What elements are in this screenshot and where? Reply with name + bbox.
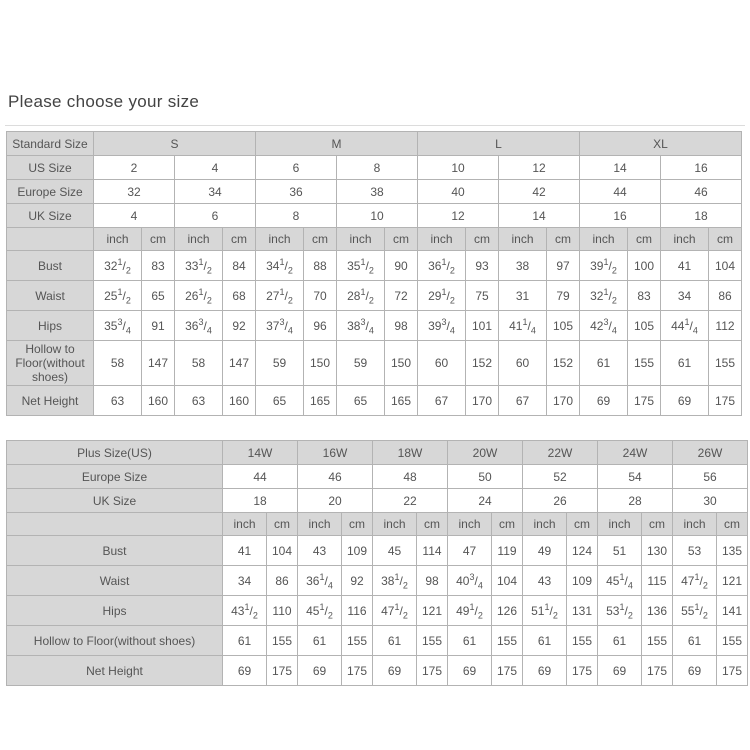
unit-header-cell: cm [466,228,499,251]
measure-value-cell: 90 [385,251,418,281]
measure-value-cell: 105 [547,311,580,341]
measure-value-cell: 150 [385,341,418,386]
measure-value-cell: 69 [373,656,417,686]
measure-value-cell: $53^1/_2$ [598,596,642,626]
measure-value-cell: 49 [523,536,567,566]
measure-value-cell: $38^1/_2$ [373,566,417,596]
measure-value-cell: 155 [267,626,298,656]
unit-header-cell: cm [385,228,418,251]
measure-value-cell: 60 [499,341,547,386]
measure-value-cell: 98 [417,566,448,596]
measure-value-cell: $25^1/_2$ [94,281,142,311]
measurement-row [7,281,742,311]
measure-value-cell: 69 [661,386,709,416]
row-label-cell: Net Height [7,386,94,416]
measure-value-cell: 83 [142,251,175,281]
measure-value-cell: 104 [492,566,523,596]
measure-value-cell: 84 [223,251,256,281]
unit-header-cell: cm [642,513,673,536]
measurement-row [7,656,748,686]
measure-value-cell: 59 [256,341,304,386]
measure-value-cell: 61 [223,626,267,656]
measure-value-cell: $34^1/_2$ [256,251,304,281]
measure-value-cell: 67 [418,386,466,416]
size-value-cell: 42 [499,180,580,204]
size-row [7,204,742,228]
measure-value-cell: 61 [580,341,628,386]
measure-value-cell: 136 [642,596,673,626]
size-value-cell: 44 [580,180,661,204]
unit-header-cell: cm [304,228,337,251]
size-header-cell: 18W [373,441,448,465]
row-label-cell: Bust [7,536,223,566]
measurement-row [7,386,742,416]
measure-value-cell: 91 [142,311,175,341]
measure-value-cell: $49^1/_2$ [448,596,492,626]
measure-value-cell: $32^1/_2$ [580,281,628,311]
size-row [7,465,748,489]
measure-value-cell: 100 [628,251,661,281]
size-header-cell: 22W [523,441,598,465]
size-value-cell: 12 [418,204,499,228]
row-label-cell: Europe Size [7,180,94,204]
measure-value-cell: 51 [598,536,642,566]
size-value-cell: 32 [94,180,175,204]
size-value-cell: 48 [373,465,448,489]
measure-value-cell: $33^1/_2$ [175,251,223,281]
row-label-cell: UK Size [7,489,223,513]
size-value-cell: 56 [673,465,748,489]
measure-value-cell: 97 [547,251,580,281]
measure-value-cell: $41^1/_4$ [499,311,547,341]
unit-header-cell: cm [342,513,373,536]
measure-value-cell: 58 [94,341,142,386]
measure-value-cell: 175 [417,656,448,686]
measure-value-cell: $35^1/_2$ [337,251,385,281]
row-label-cell: Net Height [7,656,223,686]
page-title: Please choose your size [8,92,200,111]
measure-value-cell: 69 [298,656,342,686]
size-value-cell: 36 [256,180,337,204]
size-value-cell: 8 [337,156,418,180]
measure-value-cell: 135 [717,536,748,566]
measure-value-cell: $45^1/_4$ [598,566,642,596]
size-value-cell: 26 [523,489,598,513]
size-header-cell: XL [580,132,742,156]
measure-value-cell: 70 [304,281,337,311]
unit-header-cell: inch [673,513,717,536]
size-value-cell: 24 [448,489,523,513]
measure-value-cell: 65 [142,281,175,311]
measure-value-cell: 175 [342,656,373,686]
measure-value-cell: $40^3/_4$ [448,566,492,596]
measure-value-cell: 126 [492,596,523,626]
measure-value-cell: 31 [499,281,547,311]
size-group-header-row [7,132,742,156]
size-value-cell: 6 [175,204,256,228]
measure-value-cell: 155 [717,626,748,656]
measure-value-cell: 61 [298,626,342,656]
unit-header-cell: inch [373,513,417,536]
measure-value-cell: 165 [385,386,418,416]
size-header-cell: M [256,132,418,156]
unit-header-cell: inch [448,513,492,536]
measure-value-cell: 152 [547,341,580,386]
measure-value-cell: 112 [709,311,742,341]
size-value-cell: 22 [373,489,448,513]
measure-value-cell: 63 [175,386,223,416]
measure-value-cell: 170 [547,386,580,416]
measure-value-cell: 104 [709,251,742,281]
row-label-cell: Hollow to Floor(without shoes) [7,341,94,386]
row-label-cell: Waist [7,566,223,596]
measurement-row [7,566,748,596]
measurement-row [7,626,748,656]
measurement-row [7,251,742,281]
measure-value-cell: 88 [304,251,337,281]
measure-value-cell: 115 [642,566,673,596]
unit-header-cell: inch [175,228,223,251]
unit-header-cell: cm [223,228,256,251]
measure-value-cell: 47 [448,536,492,566]
unit-header-cell: cm [628,228,661,251]
measure-value-cell: 59 [337,341,385,386]
measure-value-cell: $38^3/_4$ [337,311,385,341]
measure-value-cell: $55^1/_2$ [673,596,717,626]
measure-value-cell: 43 [523,566,567,596]
measure-value-cell: 175 [642,656,673,686]
measurement-row [7,311,742,341]
measure-value-cell: 109 [342,536,373,566]
size-header-cell: S [94,132,256,156]
size-header-cell: 26W [673,441,748,465]
measure-value-cell: 175 [492,656,523,686]
size-header-cell: 16W [298,441,373,465]
measure-value-cell: 60 [418,341,466,386]
unit-header-cell: cm [709,228,742,251]
measure-value-cell: 175 [717,656,748,686]
standard-size-table [6,131,742,416]
measurement-row [7,341,742,386]
measure-value-cell: 45 [373,536,417,566]
size-value-cell: 46 [298,465,373,489]
measure-value-cell: $27^1/_2$ [256,281,304,311]
measure-value-cell: 69 [448,656,492,686]
unit-header-cell: cm [567,513,598,536]
measure-value-cell: 155 [567,626,598,656]
size-value-cell: 50 [448,465,523,489]
measure-value-cell: 116 [342,596,373,626]
unit-header-cell: inch [94,228,142,251]
unit-header-cell: inch [337,228,385,251]
unit-header-cell: inch [499,228,547,251]
row-label-cell: UK Size [7,204,94,228]
measure-value-cell: 61 [598,626,642,656]
size-value-cell: 10 [418,156,499,180]
measure-value-cell: 131 [567,596,598,626]
measure-value-cell: 83 [628,281,661,311]
measure-value-cell: 69 [580,386,628,416]
measure-value-cell: $39^3/_4$ [418,311,466,341]
measure-value-cell: 34 [223,566,267,596]
measure-value-cell: $51^1/_2$ [523,596,567,626]
size-header-cell: 20W [448,441,523,465]
measure-value-cell: 105 [628,311,661,341]
size-value-cell: 40 [418,180,499,204]
measure-value-cell: 147 [142,341,175,386]
size-value-cell: 14 [499,204,580,228]
size-group-header-row [7,441,748,465]
size-row [7,180,742,204]
title-divider [5,125,745,126]
measure-value-cell: $36^3/_4$ [175,311,223,341]
unit-header-cell: cm [142,228,175,251]
measure-value-cell: 121 [717,566,748,596]
row-label-cell [7,513,223,536]
size-value-cell: 4 [175,156,256,180]
unit-header-cell: inch [661,228,709,251]
size-header-cell: 14W [223,441,298,465]
measure-value-cell: 109 [567,566,598,596]
measure-value-cell: $32^1/_2$ [94,251,142,281]
measure-value-cell: 41 [661,251,709,281]
unit-header-cell: inch [598,513,642,536]
size-header-cell: L [418,132,580,156]
measure-value-cell: 155 [492,626,523,656]
measure-value-cell: 96 [304,311,337,341]
measure-value-cell: 69 [523,656,567,686]
measure-value-cell: $36^1/_2$ [418,251,466,281]
measure-value-cell: 69 [673,656,717,686]
size-value-cell: 8 [256,204,337,228]
row-label-cell: US Size [7,156,94,180]
unit-header-cell: inch [298,513,342,536]
measure-value-cell: 155 [642,626,673,656]
unit-header-cell: inch [523,513,567,536]
measure-value-cell: 152 [466,341,499,386]
unit-header-row [7,228,742,251]
measure-value-cell: 34 [661,281,709,311]
measure-value-cell: 67 [499,386,547,416]
size-value-cell: 2 [94,156,175,180]
measure-value-cell: $47^1/_2$ [373,596,417,626]
measure-value-cell: 160 [223,386,256,416]
size-value-cell: 28 [598,489,673,513]
row-label-cell: Hollow to Floor(without shoes) [7,626,223,656]
size-value-cell: 30 [673,489,748,513]
measure-value-cell: 86 [709,281,742,311]
row-label-cell: Bust [7,251,94,281]
measure-value-cell: 110 [267,596,298,626]
measure-value-cell: 155 [628,341,661,386]
measure-value-cell: $29^1/_2$ [418,281,466,311]
measure-value-cell: 98 [385,311,418,341]
row-label-cell: Waist [7,281,94,311]
size-value-cell: 16 [661,156,742,180]
measurement-row [7,536,748,566]
measure-value-cell: 86 [267,566,298,596]
measure-value-cell: 61 [661,341,709,386]
size-row [7,489,748,513]
measure-value-cell: 38 [499,251,547,281]
size-header-cell: 24W [598,441,673,465]
measure-value-cell: $39^1/_2$ [580,251,628,281]
size-row [7,156,742,180]
measure-value-cell: 124 [567,536,598,566]
unit-header-cell: inch [223,513,267,536]
measure-value-cell: 61 [523,626,567,656]
measure-value-cell: 75 [466,281,499,311]
size-value-cell: 16 [580,204,661,228]
unit-header-cell: cm [267,513,298,536]
unit-header-cell: inch [256,228,304,251]
size-value-cell: 20 [298,489,373,513]
unit-header-cell: cm [417,513,448,536]
measure-value-cell: 175 [267,656,298,686]
measure-value-cell: 114 [417,536,448,566]
measure-value-cell: 130 [642,536,673,566]
unit-header-cell: cm [492,513,523,536]
measure-value-cell: 121 [417,596,448,626]
measure-value-cell: $45^1/_2$ [298,596,342,626]
measure-value-cell: 150 [304,341,337,386]
unit-header-row [7,513,748,536]
size-value-cell: 10 [337,204,418,228]
row-label-cell [7,228,94,251]
measure-value-cell: $26^1/_2$ [175,281,223,311]
measure-value-cell: 160 [142,386,175,416]
measure-value-cell: 65 [337,386,385,416]
measure-value-cell: 104 [267,536,298,566]
measure-value-cell: 69 [223,656,267,686]
measure-value-cell: 155 [417,626,448,656]
size-value-cell: 14 [580,156,661,180]
measure-value-cell: 41 [223,536,267,566]
size-value-cell: 18 [223,489,298,513]
row-label-cell: Hips [7,311,94,341]
measure-value-cell: 72 [385,281,418,311]
measure-value-cell: 58 [175,341,223,386]
measurement-row [7,596,748,626]
size-value-cell: 46 [661,180,742,204]
measure-value-cell: 170 [466,386,499,416]
size-value-cell: 54 [598,465,673,489]
measure-value-cell: $47^1/_2$ [673,566,717,596]
measure-value-cell: 93 [466,251,499,281]
size-value-cell: 4 [94,204,175,228]
measure-value-cell: 175 [709,386,742,416]
measure-value-cell: 155 [342,626,373,656]
measure-value-cell: 155 [709,341,742,386]
size-value-cell: 38 [337,180,418,204]
size-value-cell: 44 [223,465,298,489]
measure-value-cell: 43 [298,536,342,566]
measure-value-cell: $43^1/_2$ [223,596,267,626]
size-value-cell: 6 [256,156,337,180]
measure-value-cell: 69 [598,656,642,686]
measure-value-cell: $37^3/_4$ [256,311,304,341]
measure-value-cell: 175 [628,386,661,416]
unit-header-cell: inch [418,228,466,251]
row-label-cell: Plus Size(US) [7,441,223,465]
unit-header-cell: cm [547,228,580,251]
measure-value-cell: 63 [94,386,142,416]
measure-value-cell: 175 [567,656,598,686]
measure-value-cell: 165 [304,386,337,416]
measure-value-cell: $35^3/_4$ [94,311,142,341]
measure-value-cell: 141 [717,596,748,626]
measure-value-cell: $44^1/_4$ [661,311,709,341]
measure-value-cell: 61 [673,626,717,656]
measure-value-cell: $28^1/_2$ [337,281,385,311]
measure-value-cell: $42^3/_4$ [580,311,628,341]
size-value-cell: 12 [499,156,580,180]
row-label-cell: Hips [7,596,223,626]
size-value-cell: 34 [175,180,256,204]
measure-value-cell: 147 [223,341,256,386]
plus-size-table [6,440,748,686]
measure-value-cell: 92 [223,311,256,341]
measure-value-cell: $36^1/_4$ [298,566,342,596]
measure-value-cell: 119 [492,536,523,566]
measure-value-cell: 79 [547,281,580,311]
measure-value-cell: 92 [342,566,373,596]
measure-value-cell: 101 [466,311,499,341]
measure-value-cell: 65 [256,386,304,416]
measure-value-cell: 61 [373,626,417,656]
size-value-cell: 18 [661,204,742,228]
row-label-cell: Europe Size [7,465,223,489]
row-label-cell: Standard Size [7,132,94,156]
unit-header-cell: inch [580,228,628,251]
size-value-cell: 52 [523,465,598,489]
measure-value-cell: 68 [223,281,256,311]
unit-header-cell: cm [717,513,748,536]
measure-value-cell: 61 [448,626,492,656]
measure-value-cell: 53 [673,536,717,566]
